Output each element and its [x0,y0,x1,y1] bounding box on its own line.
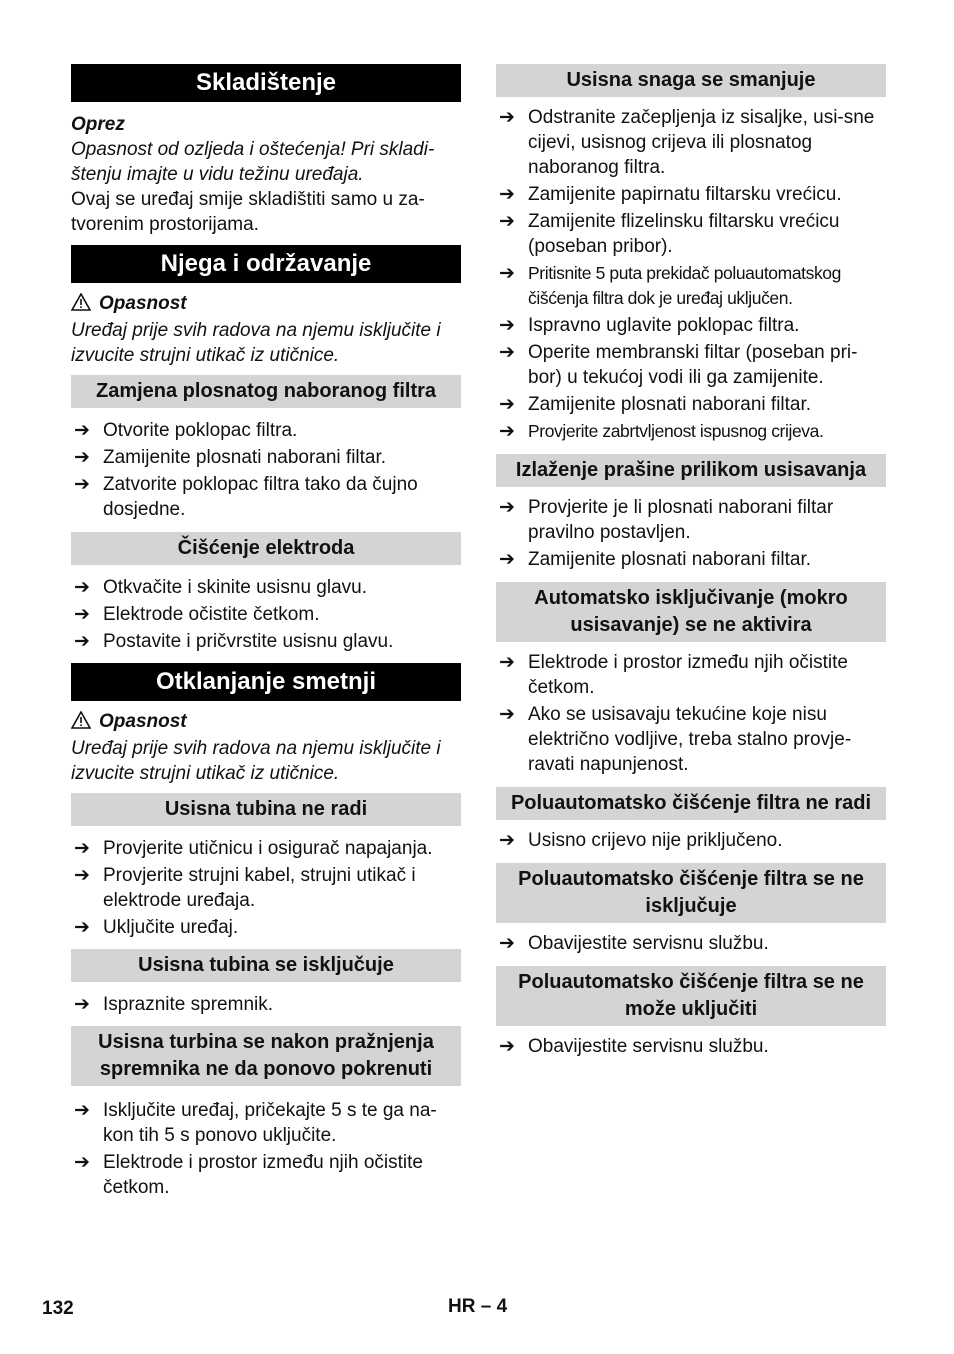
step-text: Elektrode i prostor između njih očistite četkom. [103,1152,423,1198]
step-text: Obavijestite servisnu službu. [528,933,769,954]
step-text: Zamijenite flizelinsku filtarsku vrećicu (poseban pribor). [528,211,840,257]
arrow-right-icon: ➔ [74,917,90,938]
step-text: Pritisnite 5 puta prekidač poluautomatskog čišćenja filtra dok je uređaj uključen. [528,263,841,308]
step-item [71,472,461,522]
turbine-restart-steps [71,1098,461,1200]
arrow-right-icon: ➔ [499,933,515,954]
subsection-title-filter: Zamjena plosnatog naboranog filtra [71,375,461,408]
step-item [71,629,461,654]
step-item [496,495,886,545]
arrow-right-icon: ➔ [499,549,515,570]
danger-title: Opasnost [99,293,187,314]
step-text: Provjerite zabrtvljenost ispusnog crijeva. [528,421,824,441]
arrow-right-icon: ➔ [74,865,90,886]
storage-text: Ovaj se uređaj smije skladištiti samo u za-tvorenim prostorijama. [71,189,425,235]
arrow-right-icon: ➔ [499,211,515,232]
step-text: Provjerite je li plosnati naborani filtar pravilno postavljen. [528,497,834,543]
arrow-right-icon: ➔ [499,652,515,673]
arrow-right-icon: ➔ [74,994,90,1015]
arrow-right-icon: ➔ [499,342,515,363]
caution-title: Oprez [71,114,125,135]
filter-cleaning-not-on-steps [496,1034,886,1059]
arrow-right-icon: ➔ [74,420,90,441]
step-text: Provjerite strujni kabel, strujni utikač i elektrode uređaja. [103,865,416,911]
step-item [496,105,886,180]
subsection-title-turbine-not-running: Usisna tubina ne radi [71,793,461,826]
step-item [496,209,886,259]
step-text: Operite membranski filtar (poseban pri-bor) u tekućoj vodi ili ga zamijenite. [528,342,858,388]
step-item [71,915,461,940]
right-column [496,64,886,1061]
subsection-title-filter-cleaning-not-working: Poluautomatsko čišćenje filtra ne radi [496,787,886,820]
page-number: 132 [42,1298,74,1319]
subsection-title-auto-shutoff: Automatsko isključivanje (mokro usisavanje) se ne aktivira [496,582,886,642]
arrow-right-icon: ➔ [499,1036,515,1057]
subsection-title-dust-escape: Izlaženje prašine prilikom usisavanja [496,454,886,487]
step-text: Ispraznite spremnik. [103,994,274,1015]
caution-text: Opasnost od ozljeda i oštećenja! Pri skladi-štenju imajte u vidu težinu uređaja. [71,139,435,185]
subsection-title-electrodes: Čišćenje elektroda [71,532,461,565]
turbine-switches-off-steps [71,992,461,1017]
suction-power-steps [496,105,886,444]
step-text: Ako se usisavaju tekućine koje nisu električno vodljive, treba stalno provje-ravati napunjenost. [528,704,852,775]
arrow-right-icon: ➔ [74,1100,90,1121]
step-item [71,445,461,470]
arrow-right-icon: ➔ [499,830,515,851]
section-title-troubleshooting: Otklanjanje smetnji [71,663,461,701]
arrow-right-icon: ➔ [499,263,515,284]
arrow-right-icon: ➔ [74,447,90,468]
danger-title: Opasnost [99,711,187,732]
step-text: Zamijenite papirnatu filtarsku vrećicu. [528,184,842,205]
arrow-right-icon: ➔ [74,1152,90,1173]
step-text: Obavijestite servisnu službu. [528,1036,769,1057]
step-item [71,863,461,913]
step-text: Ispravno uglavite poklopac filtra. [528,315,800,336]
step-text: Uključite uređaj. [103,917,239,938]
step-item [496,931,886,956]
step-item [496,182,886,207]
step-text: Zamijenite plosnati naborani filtar. [528,394,812,415]
arrow-right-icon: ➔ [499,421,515,442]
arrow-right-icon: ➔ [74,838,90,859]
step-item [71,418,461,443]
arrow-right-icon: ➔ [499,184,515,205]
step-item [496,261,886,311]
electrode-steps [71,575,461,654]
section-title-care: Njega i održavanje [71,245,461,283]
danger-text: Uređaj prije svih radova na njemu isključite i izvucite strujni utikač iz utičnice. [71,738,441,784]
step-item [71,602,461,627]
step-item [496,650,886,700]
warning-triangle-icon [71,711,93,736]
step-item [71,575,461,600]
filter-cleaning-not-working-steps [496,828,886,853]
danger-text: Uređaj prije svih radova na njemu isključite i izvucite strujni utikač iz utičnice. [71,320,441,366]
step-item [496,702,886,777]
step-item [71,836,461,861]
step-text: Odstranite začepljenja iz sisaljke, usi-sne cijevi, usisnog crijeva ili plosnatog naboranog filtra. [528,107,875,178]
step-text: Zatvorite poklopac filtra tako da čujno dosjedne. [103,474,418,520]
step-text: Postavite i pričvrstite usisnu glavu. [103,631,394,652]
arrow-right-icon: ➔ [499,315,515,336]
subsection-title-turbine-restart: Usisna turbina se nakon pražnjenja spremnika ne da ponovo pokrenuti [71,1026,461,1086]
step-item [71,1150,461,1200]
page-label: HR – 4 [448,1296,508,1317]
step-text: Otkvačite i skinite usisnu glavu. [103,577,368,598]
arrow-right-icon: ➔ [499,394,515,415]
filter-cleaning-not-off-steps [496,931,886,956]
step-item [496,547,886,572]
step-item [496,1034,886,1059]
step-item [496,828,886,853]
arrow-right-icon: ➔ [499,704,515,725]
danger-heading [71,709,461,736]
auto-shutoff-steps [496,650,886,777]
step-item [496,313,886,338]
arrow-right-icon: ➔ [74,631,90,652]
step-text: Zamijenite plosnati naborani filtar. [103,447,387,468]
arrow-right-icon: ➔ [74,604,90,625]
step-text: Zamijenite plosnati naborani filtar. [528,549,812,570]
dust-escape-steps [496,495,886,572]
subsection-title-suction-power: Usisna snaga se smanjuje [496,64,886,97]
step-item [496,419,886,444]
step-text: Elektrode očistite četkom. [103,604,320,625]
step-text: Isključite uređaj, pričekajte 5 s te ga na-kon tih 5 s ponovo uključite. [103,1100,437,1146]
step-item [71,992,461,1017]
step-item [71,1098,461,1148]
step-text: Provjerite utičnicu i osigurač napajanja. [103,838,433,859]
filter-steps [71,418,461,522]
step-text: Usisno crijevo nije priključeno. [528,830,783,851]
arrow-right-icon: ➔ [499,107,515,128]
danger-heading [71,291,461,318]
step-text: Otvorite poklopac filtra. [103,420,298,441]
step-text: Elektrode i prostor između njih očistite četkom. [528,652,848,698]
step-item [496,392,886,417]
arrow-right-icon: ➔ [74,474,90,495]
left-column [71,64,461,1202]
subsection-title-filter-cleaning-not-off: Poluautomatsko čišćenje filtra se ne isključuje [496,863,886,923]
warning-triangle-icon [71,293,93,318]
turbine-not-running-steps [71,836,461,940]
subsection-title-turbine-switches-off: Usisna tubina se isključuje [71,949,461,982]
section-title-storage: Skladištenje [71,64,461,102]
subsection-title-filter-cleaning-not-on: Poluautomatsko čišćenje filtra se ne može uključiti [496,966,886,1026]
arrow-right-icon: ➔ [499,497,515,518]
step-item [496,340,886,390]
arrow-right-icon: ➔ [74,577,90,598]
